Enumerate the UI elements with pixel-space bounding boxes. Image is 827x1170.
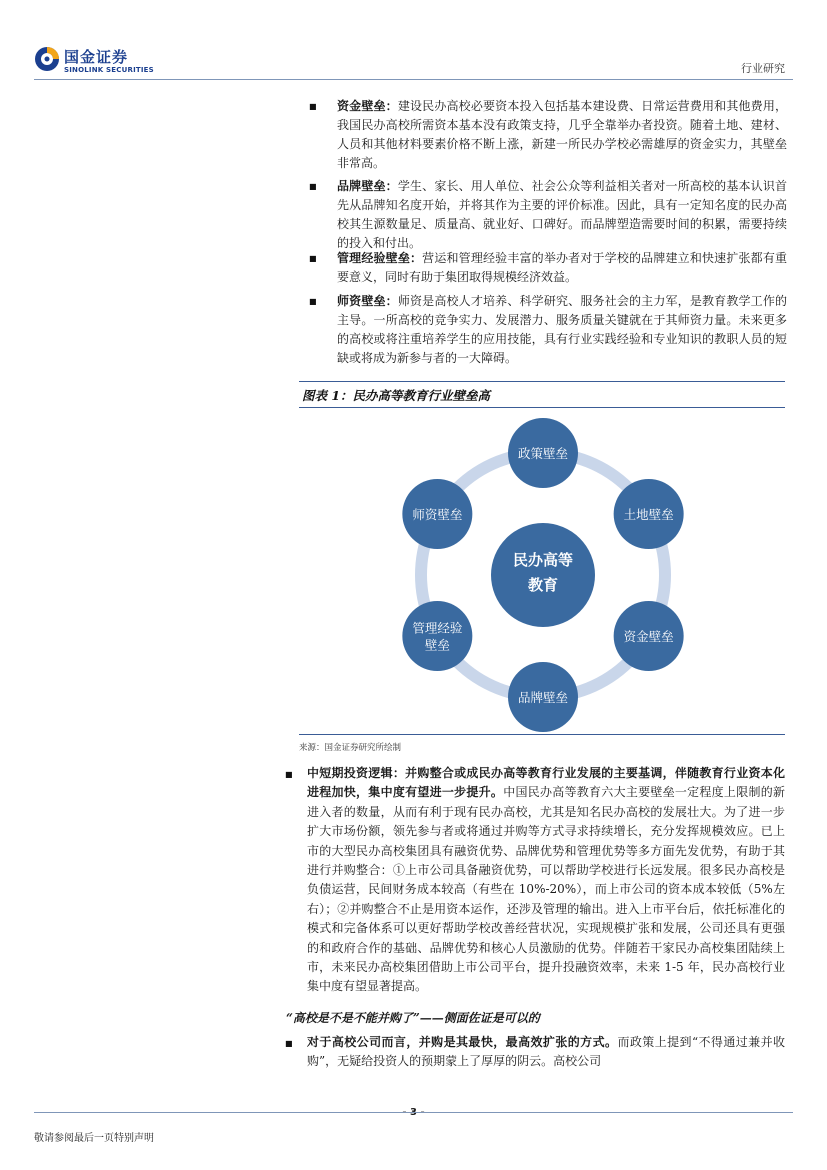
center-label-line2: 教育	[527, 576, 559, 594]
diagram-node-label: 管理经验	[412, 620, 463, 636]
bullet-square-icon: ■	[285, 770, 293, 779]
merger-lead: 对于高校公司而言，并购是其最快，最高效扩张的方式。	[307, 1035, 618, 1049]
diagram-node	[402, 601, 472, 671]
barrier-faculty	[337, 292, 787, 368]
barrier-text: 师资是高校人才培养、科学研究、服务社会的主力军，是教育教学工作的主导。一所高校的竞争实力、发展潜力、服务质量关键就在于其师资力量。未来更多的高校或将注重培养学生的应用技能，具有行业实践经验和专业知识的教职人员的短缺或将成为新参与者的一大障碍。	[337, 294, 787, 365]
barrier-title: 品牌壁垒：	[337, 179, 398, 193]
center-node	[491, 523, 595, 627]
logo-text-en: SINOLINK SECURITIES	[64, 66, 154, 74]
barrier-title: 师资壁垒：	[337, 294, 398, 308]
page-number: - 3 -	[402, 1107, 425, 1118]
barrier-text: 学生、家长、用人单位、社会公众等利益相关者对一所高校的基本认识首先从品牌知名度开始，并将其作为主要的评价标准。因此，具有一定知名度的民办高校其生源数量足、质量高、就业好、口碑好。而品牌塑造需要时间的积累，需要持续的投入和付出。	[337, 179, 787, 250]
diagram-node-label: 资金壁垒	[623, 629, 674, 644]
bullet-square-icon: ■	[309, 297, 317, 306]
bullet-square-icon: ■	[309, 254, 317, 263]
source-divider	[299, 734, 785, 735]
barrier-management	[337, 249, 787, 287]
logic-text: 中国民办高等教育六大主要壁垒一定程度上限制的新进入者的数量，从而有利于现有民办高校，尤其是知名民办高校的发展壮大。为了进一步扩大市场份额，领先参与者或将通过并购等方式寻求持续增长，充分发挥规模效应。已上市的大型民办高校集团具有融资优势、品牌优势和管理优势等多方面先发优势，有助于其进行并购整合：①上市公司具备融资优势，可以帮助学校进行长远发展。很多民办高校是负债运营，民间财务成本较高（有些在 10%-20%），而上市公司的资本成本较低（5%左右）；②并购整合不止是用资本运作，还涉及管理的输出。进入上市平台后，依托标准化的模式和完备体系可以更好帮助学校改善经营状况，实现规模扩张和发展，公司还具有更强的和政府合作的基础、品牌优势和核心人员激励的优势。伴随若干家民办高校集团陆续上市，未来民办高校集团借助上市公司平台，提升投融资效率，未来 1-5 年，民办高校行业集中度有望显著提高。	[307, 785, 785, 994]
merger-paragraph	[307, 1033, 785, 1072]
figure-title: 图表 1：民办高等教育行业壁垒高	[302, 388, 491, 403]
bullet-square-icon: ■	[285, 1039, 293, 1048]
figure-source: 来源：国金证券研究所绘制	[299, 743, 402, 753]
bullet-square-icon: ■	[309, 102, 317, 111]
bullet-square-icon: ■	[309, 182, 317, 191]
diagram-node-label: 土地壁垒	[623, 507, 674, 522]
sinolink-logo-icon	[34, 46, 60, 72]
barrier-title: 资金壁垒：	[337, 99, 398, 113]
diagram-node-label: 师资壁垒	[412, 507, 463, 522]
diagram-node-label: 壁垒	[424, 637, 450, 653]
investment-logic	[307, 764, 785, 997]
barrier-text: 建设民办高校必要资本投入包括基本建设费、日常运营费用和其他费用，我国民办高校所需资本基本没有政策支持，几乎全靠举办者投资。随着土地、建材、人员和其他材料要素价格不断上涨，新建一所民办学校必需雄厚的资金实力，其壁垒非常高。	[337, 99, 787, 170]
barrier-brand	[337, 177, 787, 253]
header-section-label: 行业研究	[741, 62, 785, 75]
section-heading: “高校是不是不能并购了”——侧面佐证是可以的	[286, 1011, 540, 1025]
barrier-title: 管理经验壁垒：	[337, 251, 423, 265]
diagram-node-label: 品牌壁垒	[517, 690, 569, 705]
merger-text: 而政策上提到“不得通过兼并收购”，无疑给投资人的预期蒙上了厚厚的阴云。高校公司	[307, 1035, 785, 1069]
center-label-line1: 民办高等	[512, 551, 574, 569]
barrier-text: 营运和管理经验丰富的举办者对于学校的品牌建立和快速扩张都有重要意义，同时有助于集团取得规模经济效益。	[337, 251, 787, 284]
disclaimer-note: 敬请参阅最后一页特别声明	[34, 1133, 154, 1144]
barrier-diagram	[300, 410, 785, 735]
logo-text-cn: 国金证券	[64, 48, 129, 66]
barrier-capital	[337, 97, 787, 173]
diagram-node-label: 政策壁垒	[517, 446, 569, 461]
logic-lead: 中短期投资逻辑：并购整合或成民办高等教育行业发展的主要基调，伴随教育行业资本化进程加快，集中度有望进一步提升。	[307, 766, 785, 800]
footer-divider	[34, 1112, 793, 1113]
header-divider	[34, 79, 793, 80]
